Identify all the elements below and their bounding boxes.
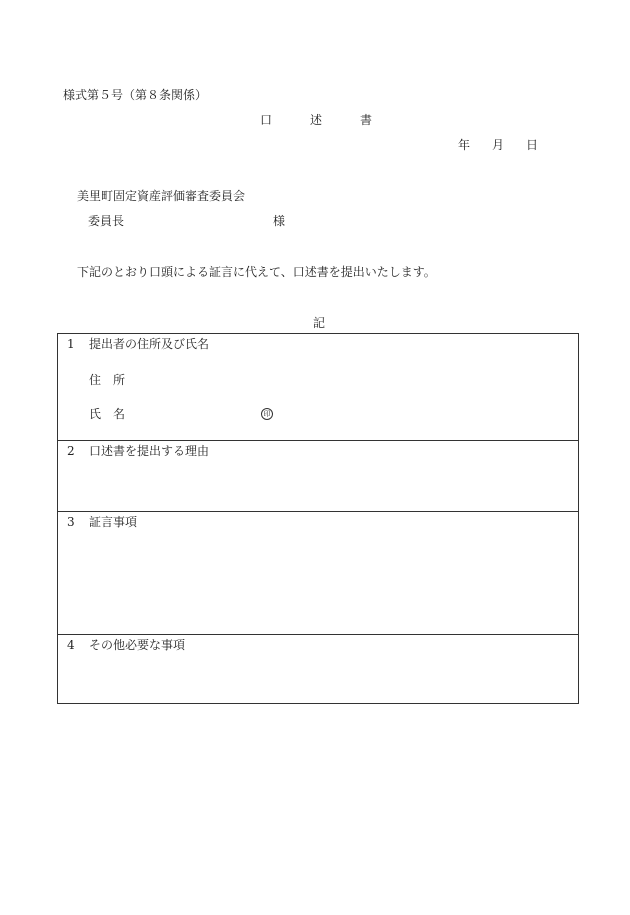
- date-year-label: 年: [458, 138, 471, 152]
- addressee: 美里町固定資産評価審査委員会: [77, 189, 246, 203]
- address-label: 住 所: [89, 373, 126, 387]
- section-reason: [58, 441, 578, 512]
- document-title: [260, 113, 372, 127]
- chairperson-label: 委員長: [88, 214, 125, 228]
- intro-statement: 下記のとおり口頭による証言に代えて、口述書を提出いたします。: [77, 265, 436, 279]
- section-label: 提出者の住所及び氏名: [89, 337, 210, 351]
- section-submitter: [58, 334, 578, 441]
- title-char: 書: [360, 113, 373, 127]
- section-number: 1: [67, 337, 75, 351]
- seal-mark-icon: 印: [261, 408, 273, 420]
- section-heading: [67, 444, 209, 458]
- section-heading: [67, 638, 185, 652]
- title-char: 述: [310, 113, 323, 127]
- section-number: 4: [67, 638, 75, 652]
- section-label: 証言事項: [89, 515, 138, 529]
- statement-table: [57, 333, 579, 704]
- section-number: 3: [67, 515, 75, 529]
- title-char: 口: [260, 113, 273, 127]
- honorific: 様: [273, 214, 286, 228]
- section-heading: [67, 337, 209, 351]
- date-month-label: 月: [492, 138, 505, 152]
- section-number: 2: [67, 444, 75, 458]
- name-label: 氏 名: [89, 407, 126, 421]
- date-day-label: 日: [526, 138, 539, 152]
- section-other: [58, 635, 578, 703]
- section-testimony: [58, 512, 578, 635]
- section-heading: [67, 515, 137, 529]
- section-label: その他必要な事項: [89, 638, 186, 652]
- section-label: 口述書を提出する理由: [89, 444, 210, 458]
- ki-heading: 記: [313, 316, 326, 330]
- date-line: [458, 138, 538, 152]
- form-number: 様式第５号（第８条関係）: [63, 88, 208, 102]
